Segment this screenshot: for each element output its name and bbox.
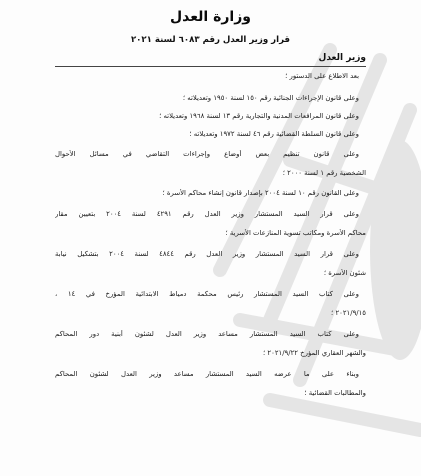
- preamble-line: وعلى كتاب السيد المستشار مساعد وزير العدل لشئون أبنية دور المحاكم: [55, 330, 359, 338]
- heading-rule: [55, 66, 366, 67]
- preamble-line: وعلى قانون المرافعات المدنية والتجارية رقم ١٣ لسنة ١٩٦٨ وتعديلاته ؛: [159, 112, 359, 120]
- preamble-line: والمطالبات القضائية ؛: [304, 389, 366, 397]
- preamble-line: وعلى قرار السيد المستشار وزير العدل رقم ٤٢٩١ لسنة ٢٠٠٤ بتعيين مقار: [55, 210, 359, 218]
- preamble-line: بعد الاطلاع على الدستور ؛: [285, 72, 359, 80]
- preamble-line: ٢٠٢١/٩/١٥ ؛: [331, 309, 366, 317]
- issuer-heading: وزير العدل: [318, 53, 366, 63]
- decree-title: قرار وزير العدل رقم ٦٠٨٣ لسنة ٢٠٢١: [130, 35, 291, 45]
- preamble-line: وبناء على ما عرضه السيد المستشار مساعد وزير العدل لشئون المحاكم: [55, 370, 359, 378]
- preamble-line: وعلى قرار السيد المستشار وزير العدل رقم ٤٨٤٤ لسنة ٢٠٠٤ بتشكيل نيابة: [55, 250, 359, 258]
- preamble-line: والشهر العقاري المؤرخ ٢٠٢١/٩/٢٢ ؛: [263, 349, 366, 357]
- preamble-line: وعلى قانون السلطة القضائية رقم ٤٦ لسنة ١٩٧٢ وتعديلاته ؛: [189, 130, 359, 138]
- preamble-line: وعلى القانون رقم ١٠ لسنة ٢٠٠٤ بإصدار قانون إنشاء محاكم الأسرة ؛: [162, 189, 359, 197]
- preamble-line: الشخصية رقم ١ لسنة ٢٠٠٠ ؛: [282, 169, 366, 177]
- preamble-line: وعلى كتاب السيد المستشار رئيس محكمة دمياط الابتدائية المؤرخ في ١٤ ،: [55, 290, 359, 298]
- preamble-line: وعلى قانون تنظيم بعض أوضاع وإجراءات التقاضي في مسائل الأحوال: [55, 150, 359, 158]
- preamble-line: محاكم الأسرة ومكاتب تسوية المنازعات الأسرية ؛: [225, 229, 366, 237]
- preamble-line: وعلى قانون الإجراءات الجنائية رقم ١٥٠ لسنة ١٩٥٠ وتعديلاته ؛: [182, 94, 359, 102]
- preamble-line: شئون الأسرة ؛: [323, 269, 366, 277]
- page-title: وزارة العدل: [170, 9, 251, 25]
